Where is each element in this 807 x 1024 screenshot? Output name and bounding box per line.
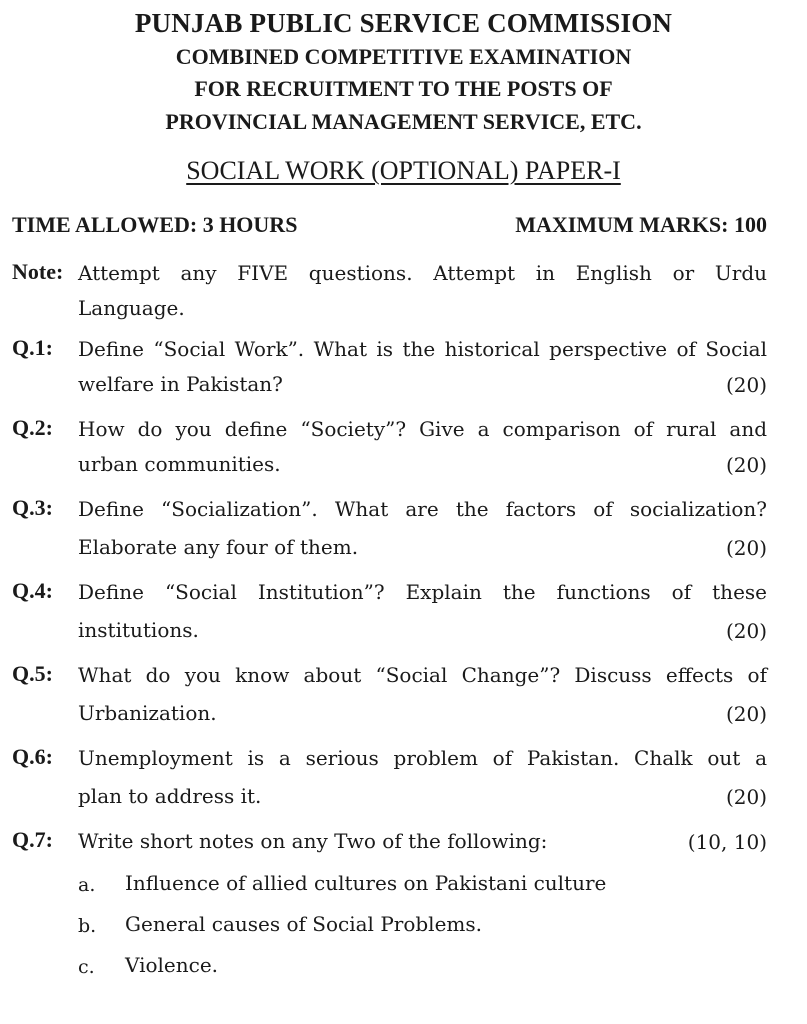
question-label: Q.4:: [12, 578, 53, 603]
question-line: Elaborate any four of them.: [78, 535, 359, 559]
sub-item-letter: c.: [78, 956, 95, 978]
service-line: PROVINCIAL MANAGEMENT SERVICE, ETC.: [165, 109, 642, 134]
maximum-marks: MAXIMUM MARKS: 100: [515, 212, 767, 237]
question-marks: (20): [725, 536, 767, 560]
question-label: Q.5:: [12, 661, 53, 686]
recruitment-line: FOR RECRUITMENT TO THE POSTS OF: [194, 76, 613, 101]
note-line-1: Attempt any FIVE questions. Attempt in English or Urdu: [78, 261, 767, 285]
sub-item-text: Violence.: [125, 953, 219, 977]
question-marks: (20): [725, 453, 767, 477]
note-label: Note:: [12, 259, 64, 284]
question-line: urban communities.: [78, 452, 281, 476]
question-label: Q.3:: [12, 495, 53, 520]
question-marks: (20): [725, 785, 767, 809]
question-marks: (20): [725, 619, 767, 643]
question-marks: (10, 10): [687, 830, 767, 854]
paper-title-text: SOCIAL WORK (OPTIONAL) PAPER-I: [186, 156, 621, 185]
question-line: Define “Social Institution”? Explain the functions of these: [78, 580, 767, 604]
question-label: Q.6:: [12, 744, 53, 769]
exam-title: COMBINED COMPETITIVE EXAMINATION: [175, 44, 632, 69]
question-line: What do you know about “Social Change”? Discuss effects of: [78, 663, 767, 687]
question-label: Q.7:: [12, 827, 53, 852]
question-line: Define “Socialization”. What are the factors of socialization?: [78, 497, 767, 521]
question-line: How do you define “Society”? Give a comparison of rural and: [78, 417, 767, 441]
sub-item-text: General causes of Social Problems.: [125, 912, 482, 936]
question-label: Q.2:: [12, 415, 53, 440]
question-label: Q.1:: [12, 335, 53, 360]
commission-title: PUNJAB PUBLIC SERVICE COMMISSION: [134, 8, 673, 38]
paper-title: [0, 156, 807, 186]
sub-item-letter: b.: [78, 915, 97, 937]
note-line-2: Language.: [78, 296, 185, 320]
question-line: Urbanization.: [78, 701, 217, 725]
question-marks: (20): [725, 373, 767, 397]
question-line: welfare in Pakistan?: [78, 372, 283, 396]
sub-item-letter: a.: [78, 874, 96, 896]
question-line: institutions.: [78, 618, 199, 642]
question-marks: (20): [725, 702, 767, 726]
question-line: Define “Social Work”. What is the historical perspective of Social: [78, 337, 767, 361]
question-line: Unemployment is a serious problem of Pakistan. Chalk out a: [78, 746, 767, 770]
sub-item-text: Influence of allied cultures on Pakistani culture: [125, 871, 607, 895]
question-line: plan to address it.: [78, 784, 262, 808]
question-line: Write short notes on any Two of the following:: [78, 829, 548, 853]
time-allowed: TIME ALLOWED: 3 HOURS: [12, 212, 298, 237]
